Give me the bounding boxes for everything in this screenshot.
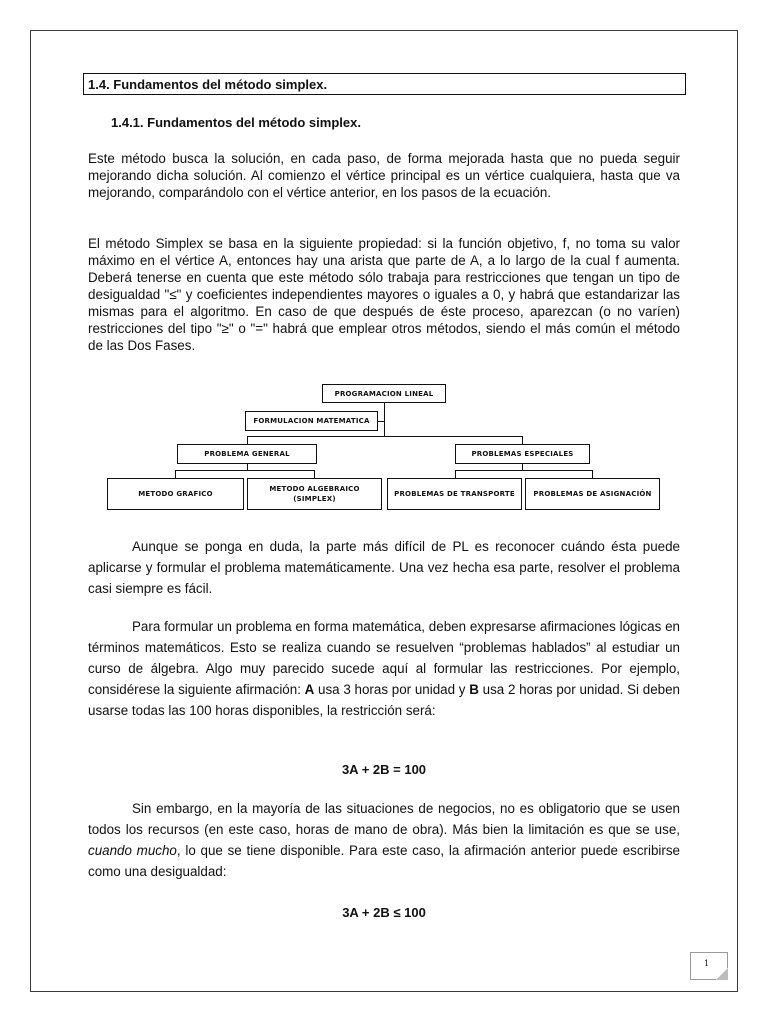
connector-special-up [522,436,523,444]
variable-a: A [304,682,315,697]
connector-assignment-up [592,470,593,478]
node-problemas-asignacion: PROBLEMAS DE ASIGNACIÓN [525,478,660,510]
formula-inequality: 3A + 2B ≤ 100 [342,905,426,920]
paragraph-5-text-1: Sin embargo, en la mayoría de las situaciones de negocios, no es obligatorio que se usen todos los recursos (en este caso, horas de mano de obra). Más bien la limitación es que se use, [88,801,680,837]
paragraph-5 [88,798,680,882]
connector-graphic-up [175,470,176,478]
node-problema-general: PROBLEMA GENERAL [177,444,317,464]
paragraph-1: Este método busca la solución, en cada paso, de forma mejorada hasta que no pueda seguir mejorando dicha solución. Al comienzo el vértice principal es un vértice cualquiera, hasta que va mejorando, comparándolo con el vértice anterior, en los pasos de la ecuación. [88,151,680,200]
node-metodo-algebraico: METODO ALGEBRAICO (SIMPLEX) [247,478,382,510]
variable-b: B [469,682,479,697]
connector-general-bar [175,470,315,471]
paragraph-2: El método Simplex se basa en la siguiente propiedad: si la función objetivo, f, no toma su valor máximo en el vértice A, entonces hay una arista que parte de A, a lo largo de la cual f aumenta. Deberá tenerse en cuenta que este método sólo trabaja para restricciones que tengan un tipo de desigualdad "≤" y coeficientes independientes mayores o iguales a 0, y habrá que estandarizar las mismas para el algoritmo. En caso de que después de éste proceso, aparezcan (o no varíen) restricciones del tipo "≥" o "=" habrá que emplear otros métodos, siendo el más común el método de las Dos Fases. [88,236,680,353]
connector-formulation [378,421,385,422]
connector-algebraic-up [314,470,315,478]
paragraph-4 [88,616,680,721]
page-fold-icon [716,968,728,980]
paragraph-5-text-2: , lo que se tiene disponible. Para este caso, la afirmación anterior puede escribirse como una desigualdad: [88,843,681,879]
page-number: 1 [704,959,710,968]
page-number-box [690,952,728,980]
connector-root-down [384,402,385,436]
paragraph-4-text-2: usa 3 horas por unidad y [314,682,470,697]
paragraph-3: Aunque se ponga en duda, la parte más difícil de PL es reconocer cuándo ésta puede aplicarse y formular el problema matemáticamente. Una vez hecha esa parte, resolver el problema casi siempre es fácil. [88,539,680,596]
paragraph-5-emphasis: cuando mucho [88,843,177,858]
section-title: 1.4. Fundamentos del método simplex. [83,73,686,95]
connector-special-bar [455,470,593,471]
connector-general-down [247,463,248,470]
connector-general-up [247,436,248,444]
node-metodo-grafico: METODO GRAFICO [107,478,244,510]
formula-equality: 3A + 2B = 100 [341,762,427,777]
paragraph-4-text-1: Para formular un problema en forma matemática, deben expresarse afirmaciones lógicas en términos matemáticos. Esto se realiza cuando se resuelven “problemas hablados” al estudiar un curso de álgebra. Algo muy parecido sucede aquí al formular las restricciones. Por ejemplo, considérese la siguiente afirmación: [88,619,680,697]
node-programacion-lineal: PROGRAMACION LINEAL [322,384,446,403]
connector-special-down [522,463,523,470]
connector-level2-bar [247,436,523,437]
node-problemas-transporte: PROBLEMAS DE TRANSPORTE [387,478,522,510]
subsection-title: 1.4.1. Fundamentos del método simplex. [111,115,361,130]
connector-transport-up [455,470,456,478]
node-formulacion-matematica: FORMULACION MATEMATICA [245,411,378,431]
node-problemas-especiales: PROBLEMAS ESPECIALES [455,444,590,464]
paragraph-4-text-3: usa 2 horas por unidad. Si deben usarse todas las 100 horas disponibles, la restricción será: [88,682,680,718]
